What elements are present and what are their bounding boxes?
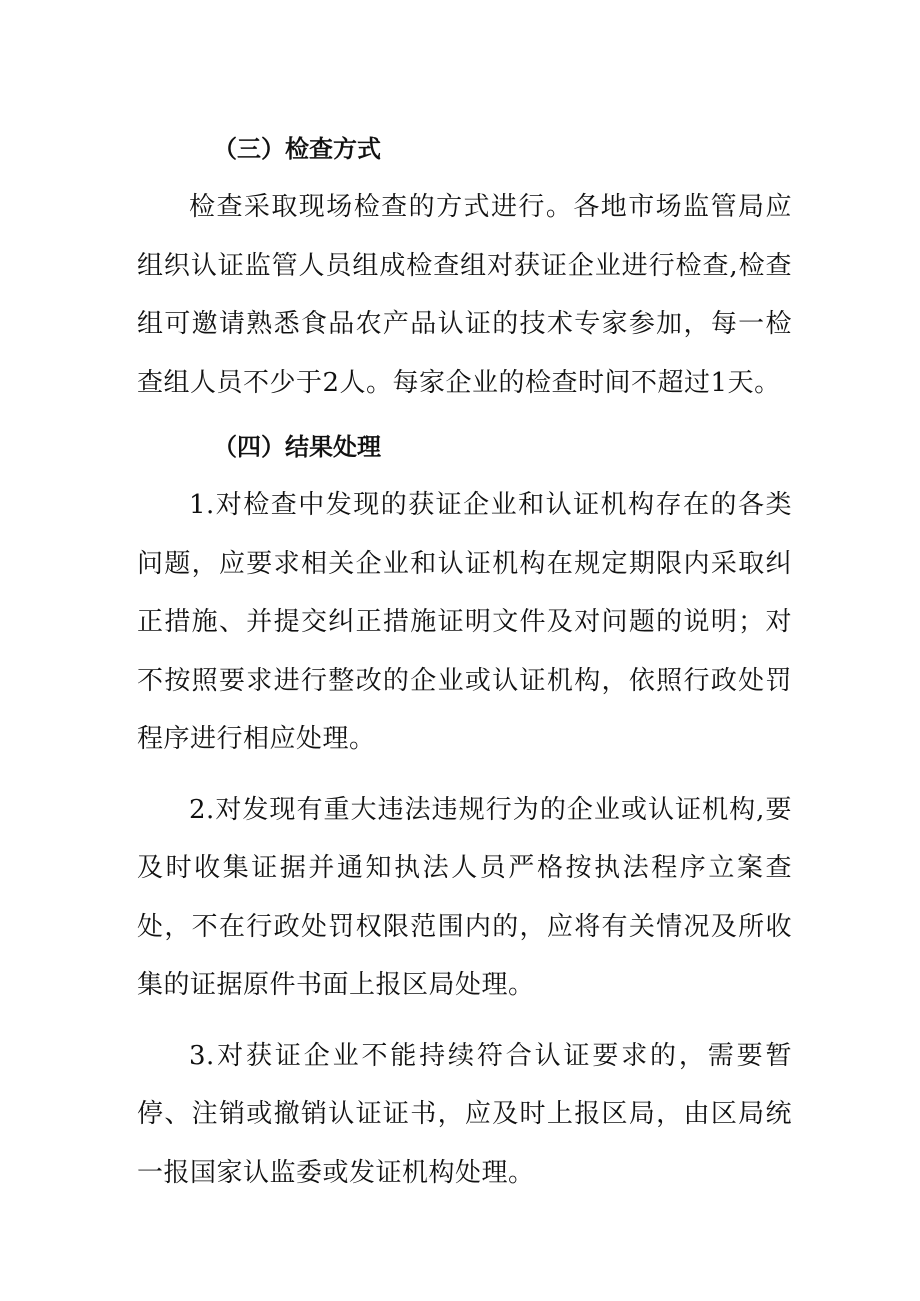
section-heading-inspection-method: （三）检查方式	[213, 135, 381, 163]
paragraph-result-item-3: 3.对获证企业不能持续符合认证要求的，需要暂停、注销或撤销认证证书，应及时上报区局，由区局统一报国家认监委或发证机构处理。	[137, 1040, 792, 1188]
paragraph-result-item-2: 2.对发现有重大违法违规行为的企业或认证机构,要及时收集证据并通知执法人员严格按执法程序立案查处，不在行政处罚权限范围内的，应将有关情况及所收集的证据原件书面上报区局处理。	[137, 794, 792, 1000]
document-page	[137, 120, 792, 1202]
paragraph-result-item-1: 1.对检查中发现的获证企业和认证机构存在的各类问题，应要求相关企业和认证机构在规定期限内采取纠正措施、并提交纠正措施证明文件及对问题的说明；对不按照要求进行整改的企业或认证机构，依照行政处罚程序进行相应处理。	[137, 490, 792, 754]
section-heading-result-handling: （四）结果处理	[213, 433, 381, 461]
paragraph-inspection-method: 检查采取现场检查的方式进行。各地市场监管局应组织认证监管人员组成检查组对获证企业进行检查,检查组可邀请熟悉食品农产品认证的技术专家参加，每一检查组人员不少于2人。每家企业的检查时间不超过1天。	[137, 192, 792, 398]
